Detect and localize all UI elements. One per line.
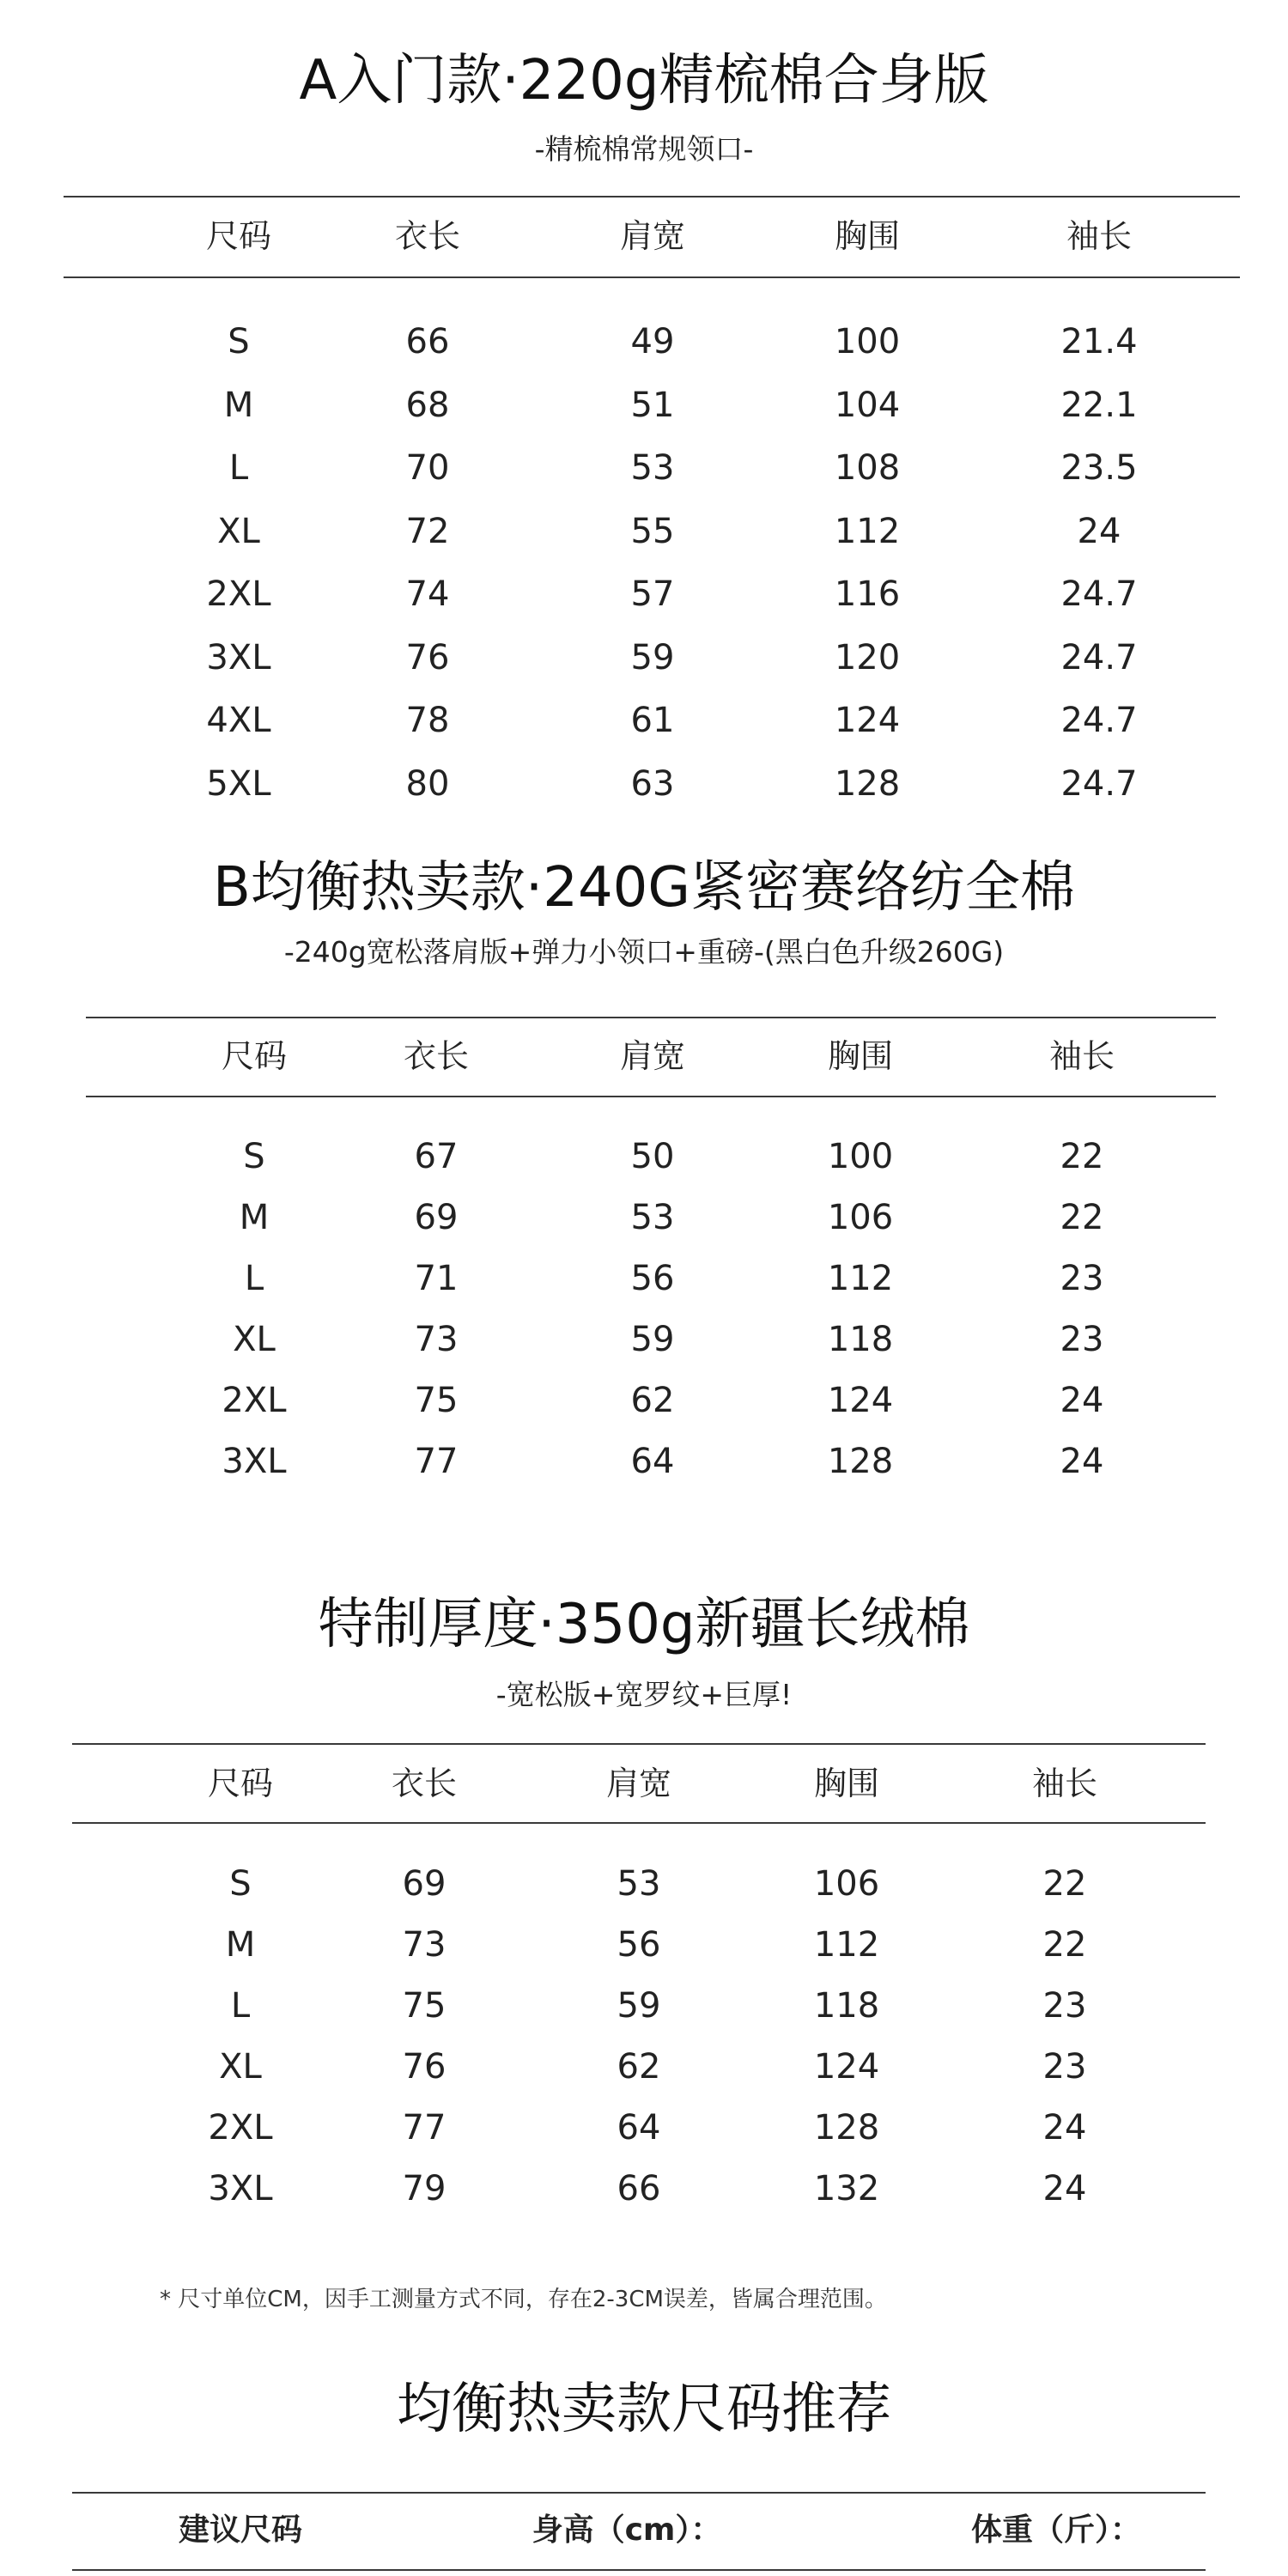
size-label-cell: 3XL	[208, 2169, 273, 2208]
measurement-cell: 53	[630, 448, 675, 488]
measurement-cell: 67	[414, 1137, 459, 1176]
measurement-cell: 132	[813, 2169, 880, 2208]
table-a-subtitle: -精梳棉常规领口-	[534, 132, 754, 166]
header-cell: 胸围	[827, 1037, 893, 1075]
measurement-cell: 23	[1060, 1320, 1104, 1359]
measurement-cell: 22	[1060, 1137, 1104, 1176]
size-label-cell: 4XL	[206, 701, 271, 740]
recommendation-bottom-rule	[72, 2569, 1206, 2571]
header-cell: 肩宽	[605, 1765, 671, 1802]
measurement-cell: 22	[1060, 1198, 1104, 1237]
size-label-cell: 2XL	[222, 1381, 287, 1420]
measurement-cell: 100	[827, 1137, 894, 1176]
measurement-cell: 73	[402, 1925, 447, 1965]
recommendation-title: 均衡热卖款尺码推荐	[397, 2378, 891, 2441]
measurement-cell: 64	[630, 1442, 675, 1481]
measurement-cell: 112	[827, 1259, 894, 1298]
size-label-cell: L	[244, 1259, 264, 1298]
measurement-cell: 24.7	[1060, 637, 1138, 677]
measurement-cell: 124	[813, 2047, 880, 2087]
header-cell: 肩宽	[619, 1037, 685, 1075]
measurement-cell: 75	[414, 1381, 459, 1420]
measurement-cell: 71	[414, 1259, 459, 1298]
measurement-cell: 24	[1042, 2169, 1087, 2208]
recommendation-top-rule	[72, 2492, 1206, 2494]
measurement-cell: 106	[813, 1864, 880, 1904]
measurement-note: * 尺寸单位CM，因手工测量方式不同，存在2-3CM误差，皆属合理范围。	[160, 2287, 887, 2312]
measurement-cell: 59	[617, 1986, 661, 2026]
size-label-cell: M	[239, 1198, 270, 1237]
size-label-cell: XL	[219, 2047, 262, 2087]
table-a-top-rule	[64, 196, 1240, 197]
table-b-title: B均衡热卖款·240G紧密赛络纺全棉	[213, 856, 1075, 920]
size-label-cell: S	[229, 1864, 252, 1904]
measurement-cell: 62	[617, 2047, 661, 2087]
measurement-cell: 116	[834, 574, 901, 614]
measurement-cell: 53	[617, 1864, 661, 1904]
measurement-cell: 128	[813, 2108, 880, 2148]
table-c-title: 特制厚度·350g新疆长绒棉	[318, 1593, 970, 1656]
measurement-cell: 24.7	[1060, 574, 1138, 614]
table-c-top-rule	[72, 1743, 1206, 1745]
table-b-top-rule	[86, 1017, 1216, 1018]
header-cell: 衣长	[403, 1037, 469, 1075]
measurement-cell: 24.7	[1060, 701, 1138, 740]
measurement-cell: 128	[834, 763, 901, 804]
measurement-cell: 73	[414, 1320, 459, 1359]
recommendation-header-size: 建议尺码	[178, 2512, 302, 2548]
measurement-cell: 23	[1060, 1259, 1104, 1298]
measurement-cell: 24	[1077, 511, 1121, 551]
measurement-cell: 118	[813, 1986, 880, 2026]
measurement-cell: 68	[405, 385, 450, 425]
header-cell: 袖长	[1048, 1037, 1115, 1075]
size-label-cell: 2XL	[206, 574, 271, 614]
measurement-cell: 57	[630, 574, 675, 614]
measurement-cell: 69	[402, 1864, 447, 1904]
measurement-cell: 24	[1060, 1442, 1104, 1481]
header-cell: 尺码	[221, 1037, 287, 1075]
measurement-cell: 22	[1042, 1864, 1087, 1904]
measurement-cell: 76	[402, 2047, 447, 2087]
measurement-cell: 22	[1042, 1925, 1087, 1965]
measurement-cell: 104	[834, 385, 901, 425]
header-cell: 衣长	[394, 217, 460, 255]
measurement-cell: 80	[405, 763, 450, 804]
header-cell: 尺码	[205, 217, 271, 255]
measurement-cell: 118	[827, 1320, 894, 1359]
measurement-cell: 23.5	[1060, 448, 1138, 488]
measurement-cell: 128	[827, 1442, 894, 1481]
size-label-cell: S	[243, 1137, 265, 1176]
measurement-cell: 100	[834, 322, 901, 361]
measurement-cell: 59	[630, 1320, 675, 1359]
size-label-cell: 2XL	[208, 2108, 273, 2148]
recommendation-header-weight: 体重（斤）：	[970, 2512, 1141, 2548]
measurement-cell: 72	[405, 511, 450, 551]
size-label-cell: 3XL	[222, 1442, 287, 1481]
header-cell: 袖长	[1031, 1765, 1097, 1802]
header-cell: 衣长	[391, 1765, 457, 1802]
measurement-cell: 124	[827, 1381, 894, 1420]
measurement-cell: 120	[834, 637, 901, 677]
measurement-cell: 55	[630, 511, 675, 551]
size-label-cell: M	[223, 385, 254, 425]
measurement-cell: 108	[834, 448, 901, 488]
table-c-subtitle: -宽松版+宽罗纹+巨厚!	[495, 1678, 793, 1711]
header-cell: 胸围	[834, 217, 900, 255]
measurement-cell: 74	[405, 574, 450, 614]
measurement-cell: 49	[630, 322, 675, 361]
size-label-cell: XL	[217, 511, 260, 551]
header-cell: 肩宽	[619, 217, 685, 255]
measurement-cell: 56	[617, 1925, 661, 1965]
size-label-cell: 3XL	[206, 637, 271, 677]
measurement-cell: 77	[414, 1442, 459, 1481]
measurement-cell: 50	[630, 1137, 675, 1176]
measurement-cell: 77	[402, 2108, 447, 2148]
measurement-cell: 112	[813, 1925, 880, 1965]
measurement-cell: 112	[834, 511, 901, 551]
measurement-cell: 24	[1042, 2108, 1087, 2148]
table-b-header-rule	[86, 1096, 1216, 1097]
measurement-cell: 24.7	[1060, 763, 1138, 804]
measurement-cell: 76	[405, 637, 450, 677]
size-label-cell: L	[230, 1986, 251, 2026]
size-label-cell: M	[225, 1925, 256, 1965]
header-cell: 胸围	[813, 1765, 879, 1802]
measurement-cell: 124	[834, 701, 901, 740]
header-cell: 尺码	[207, 1765, 273, 1802]
measurement-cell: 106	[827, 1198, 894, 1237]
measurement-cell: 23	[1042, 1986, 1087, 2026]
recommendation-header-height: 身高（cm）：	[532, 2512, 722, 2548]
measurement-cell: 62	[630, 1381, 675, 1420]
measurement-cell: 22.1	[1060, 385, 1138, 425]
measurement-cell: 63	[630, 763, 675, 804]
measurement-cell: 66	[617, 2169, 661, 2208]
measurement-cell: 59	[630, 637, 675, 677]
measurement-cell: 64	[617, 2108, 661, 2148]
table-b-subtitle: -240g宽松落肩版+弹力小领口+重磅-(黑白色升级260G)	[283, 935, 1005, 969]
size-label-cell: 5XL	[206, 763, 271, 804]
measurement-cell: 75	[402, 1986, 447, 2026]
size-label-cell: XL	[233, 1320, 276, 1359]
size-label-cell: S	[228, 322, 250, 361]
measurement-cell: 61	[630, 701, 675, 740]
measurement-cell: 53	[630, 1198, 675, 1237]
measurement-cell: 24	[1060, 1381, 1104, 1420]
measurement-cell: 70	[405, 448, 450, 488]
measurement-cell: 66	[405, 322, 450, 361]
measurement-cell: 78	[405, 701, 450, 740]
table-a-title: A入门款·220g精梳棉合身版	[299, 49, 989, 112]
measurement-cell: 21.4	[1060, 322, 1138, 361]
header-cell: 袖长	[1066, 217, 1132, 255]
table-a-header-rule	[64, 276, 1240, 278]
measurement-cell: 56	[630, 1259, 675, 1298]
size-label-cell: L	[228, 448, 249, 488]
measurement-cell: 23	[1042, 2047, 1087, 2087]
measurement-cell: 79	[402, 2169, 447, 2208]
measurement-cell: 69	[414, 1198, 459, 1237]
measurement-cell: 51	[630, 385, 675, 425]
table-c-header-rule	[72, 1822, 1206, 1824]
